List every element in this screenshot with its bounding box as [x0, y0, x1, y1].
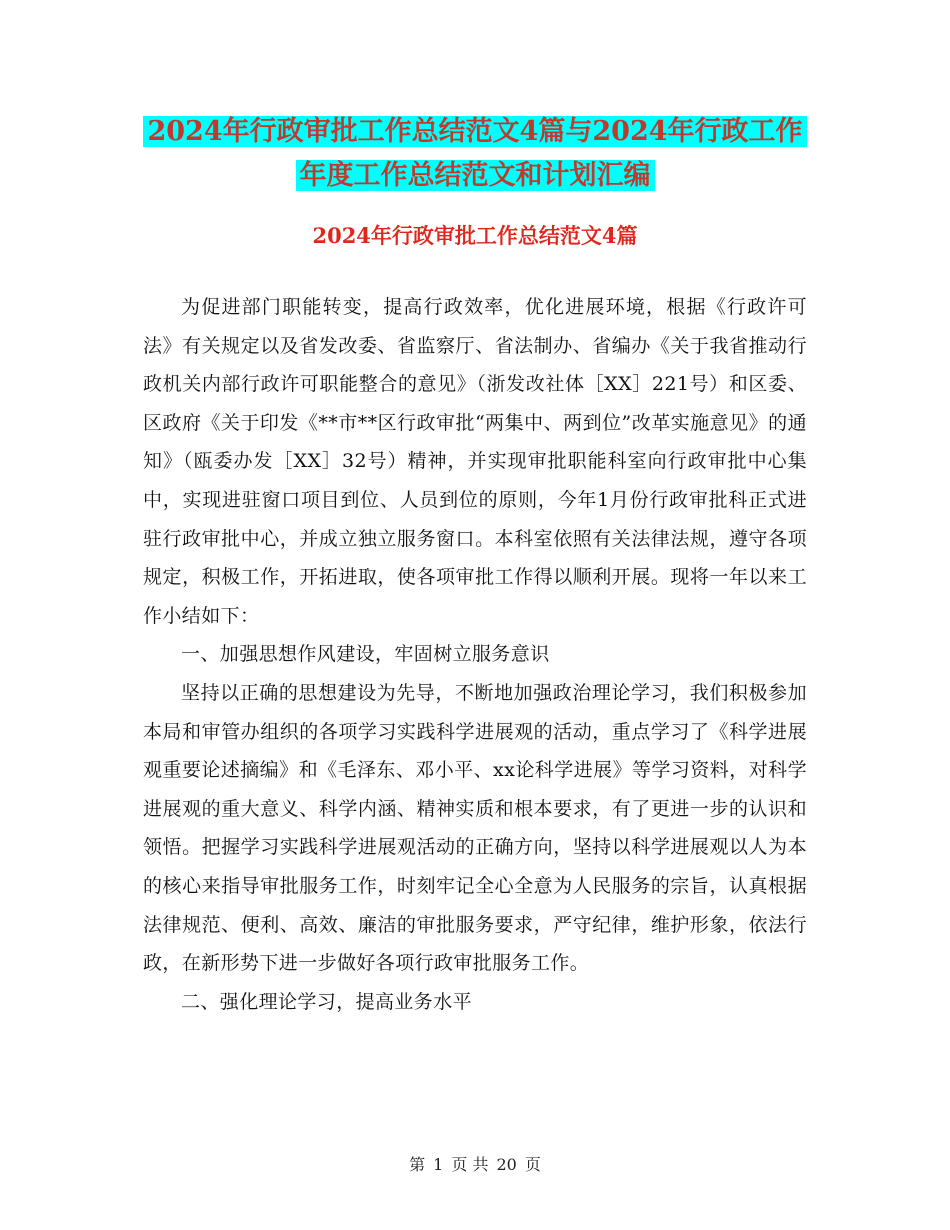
page-footer: 第 1 页 共 20 页 [409, 1155, 541, 1174]
section-title: 2024年行政审批工作总结范文4篇 [312, 223, 638, 248]
document-title-line-2: 年度工作总结范文和计划汇编 [0, 152, 950, 200]
paragraph-intro: 为促进部门职能转变，提高行政效率，优化进展环境，根据《行政许可法》有关规定以及省发改委、省监察厅、省法制办、省编办《关于我省推动行政机关内部行政许可职能整合的意见》（浙发改社体［XX］221号）和区委、区政府《关于印发《**市**区行政审批“两集中、两到位”改革实施意见》的通知》（瓯委办发［XX］32号）精神，并实现审批职能科室向行政审批中心集中，实现进驻窗口项目到位、人员到位的原则，今年1月份行政审批科正式进驻行政审批中心，并成立独立服务窗口。本科室依照有关法律法规，遵守各项规定，积极工作，开拓进取，使各项审批工作得以顺利开展。现将一年以来工作小结如下： [143, 296, 807, 627]
heading-section-2: 二、强化理论学习，提高业务水平 [181, 990, 473, 1013]
heading-section-1: 一、加强思想作风建设，牢固树立服务意识 [181, 643, 550, 666]
paragraph-section-1: 坚持以正确的思想建设为先导，不断地加强政治理论学习，我们积极参加本局和审管办组织的各项学习实践科学进展观的活动，重点学习了《科学进展观重要论述摘编》和《毛泽东、邓小平、xx论科学进展》等学习资料，对科学进展观的重大意义、科学内涵、精神实质和根本要求，有了更进一步的认识和领悟。把握学习实践科学进展观活动的正确方向，坚持以科学进展观以人为本的核心来指导审批服务工作，时刻牢记全心全意为人民服务的宗旨，认真根据法律规范、便利、高效、廉洁的审批服务要求，严守纪律，维护形象，依法行政，在新形势下进一步做好各项行政审批服务工作。 [143, 681, 807, 975]
page-total: 20 [496, 1155, 517, 1174]
page-number: 1 [433, 1155, 444, 1174]
document-title-line-1: 2024年行政审批工作总结范文4篇与2024年行政工作 [0, 108, 950, 156]
document-body [143, 288, 807, 1021]
